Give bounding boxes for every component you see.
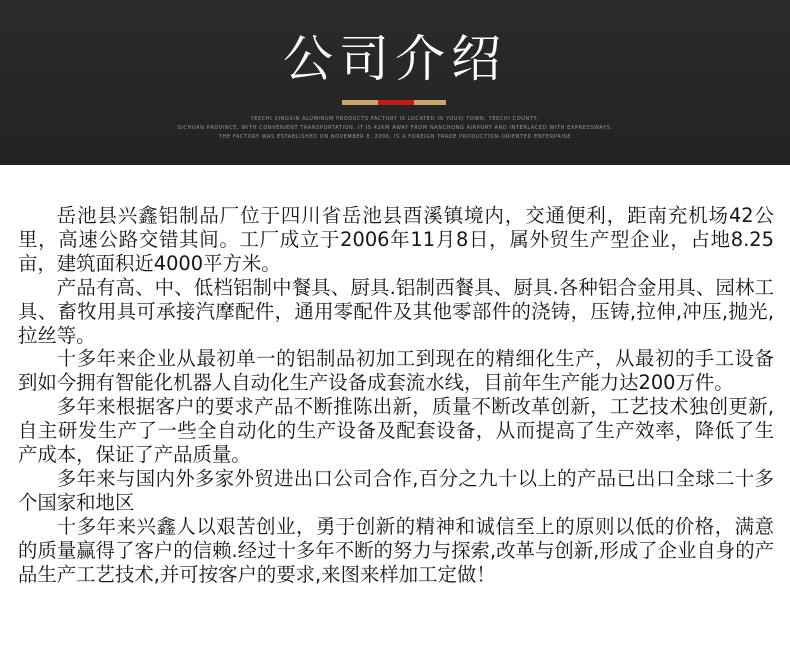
english-subtitle-line-1: YEECHI XINGXIN ALUMINUM PRODUCTS FACTORY IS LOCATED IN YOUXI TOWN, YEECHI COUNTY, [250, 116, 540, 122]
underline-red-center [378, 100, 414, 105]
english-subtitle-line-3: THE FACTORY WAS ESTABLISHED ON NOVEMBER 8, 2006, IS A FOREIGN TRADE PRODUCTION-ORIENTED ENTERPRISE [218, 134, 572, 140]
paragraph-products: 产品有高、中、低档铝制中餐具、厨具.铝制西餐具、厨具.各种铝合金用具、园林工具、畜牧用具可承接汽摩配件，通用零配件及其他零部件的浇铸，压铸,拉伸,冲压,抛光,拉丝等。 [18, 275, 774, 347]
intro-text-body [18, 204, 774, 587]
paragraph-location: 岳池县兴鑫铝制品厂位于四川省岳池县酉溪镇境内，交通便利，距南充机场42公里，高速公路交错其间。工厂成立于2006年11月8日，属外贸生产型企业，占地8.25亩，建筑面积近4000平方米。 [18, 204, 774, 275]
paragraph-export: 多年来与国内外多家外贸进出口公司合作,百分之九十以上的产品已出口全球二十多个国家和地区 [18, 466, 774, 514]
header-banner [0, 0, 790, 165]
underline-gold-left [342, 100, 378, 105]
page-title: 公司介绍 [283, 30, 507, 88]
paragraph-enterprise-spirit: 十多年来兴鑫人以艰苦创业，勇于创新的精神和诚信至上的原则以低的价格，满意的质量赢得了客户的信赖.经过十多年不断的努力与探索,改革与创新,形成了企业自身的产品生产工艺技术,并可按客户的要求,来图来样加工定做！ [18, 514, 774, 586]
underline-gold-right [414, 100, 446, 105]
paragraph-innovation: 多年来根据客户的要求产品不断推陈出新，质量不断改革创新，工艺技术独创更新,自主研发生产了一些全自动化的生产设备及配套设备，从而提高了生产效率，降低了生产成本，保证了产品质量。 [18, 395, 774, 467]
paragraph-production-capacity: 十多年来企业从最初单一的铝制品初加工到现在的精细化生产，从最初的手工设备到如今拥有智能化机器人自动化生产设备成套流水线，目前年生产能力达200万件。 [18, 347, 774, 395]
title-underline-decoration [342, 100, 446, 105]
english-subtitle-line-2: SICHUAN PROVINCE, WITH CONVENIENT TRANSPORTATION. IT IS 42KM AWAY FROM NANCHONG AIRPORT AND INTERLACED WITH EXPRESSWAYS. [177, 125, 613, 131]
